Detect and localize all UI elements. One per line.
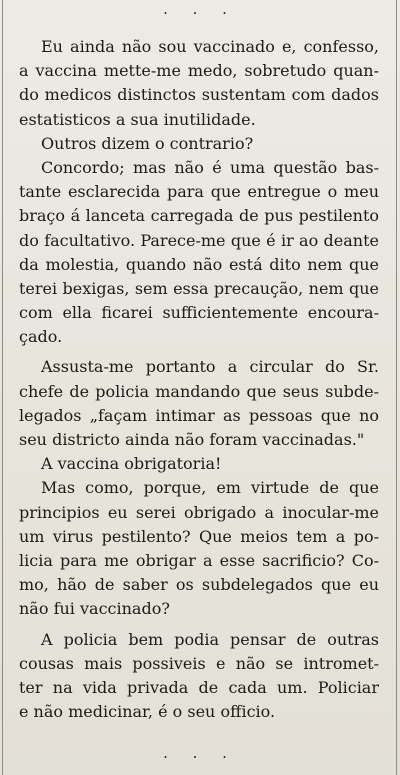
text-line: cousas mais possiveis e não se intromet- — [19, 653, 379, 673]
text-line: Eu ainda não sou vaccinado e, confesso, — [41, 37, 379, 56]
section-separator-bottom: . . . — [163, 744, 237, 762]
text-line: legados „façam intimar as pessoas que no — [19, 405, 379, 425]
text-line: do facultativo. Parece-me que é ir ao deante — [19, 230, 379, 250]
text-line: Concordo; mas não é uma questão bas- — [41, 157, 379, 177]
text-line: çado. — [19, 327, 63, 347]
text-line: mo, hão de saber os subdelegados que eu — [19, 575, 379, 595]
text-line: licia para me obrigar a esse sacrificio? Co- — [19, 550, 379, 570]
text-line: seu districto ainda não foram vaccinadas." — [19, 430, 365, 449]
text-line: Assusta-me portanto a circular do Sr. — [41, 357, 379, 377]
paragraph-7 — [19, 628, 379, 725]
paragraph-6 — [19, 476, 379, 621]
text-line: com ella ficarei sufficientemente encoura- — [19, 303, 379, 323]
text-line: A vaccina obrigatoria! — [41, 454, 222, 474]
paragraph-1 — [19, 35, 379, 132]
text-line: tante esclarecida para que entregue o meu — [19, 182, 379, 202]
text-line: não fui vaccinado? — [19, 599, 170, 619]
text-line: braço á lanceta carregada de pus pestilento — [19, 206, 379, 226]
article-column — [19, 35, 379, 724]
text-line: a vaccina mette-me medo, sobretudo quan- — [19, 61, 379, 81]
column-rule-right — [396, 0, 397, 775]
text-line: principios eu serei obrigado a inocular-me — [19, 502, 379, 522]
text-line: terei bexigas, sem essa precaução, nem que — [19, 278, 379, 298]
paragraph-2 — [19, 132, 379, 156]
text-line: estatisticos a sua inutilidade. — [19, 109, 256, 129]
text-line: chefe de policia mandando que seus subde- — [19, 381, 379, 401]
section-separator-top: . . . — [163, 0, 237, 18]
text-line: ter na vida privada de cada um. Policiar — [19, 677, 379, 697]
text-line: Outros dizem o contrario? — [41, 133, 254, 153]
text-line: um virus pestilento? Que meios tem a po- — [19, 526, 379, 546]
text-line: Mas como, porque, em virtude de que — [41, 478, 379, 498]
text-line: A policia bem podia pensar de outras — [41, 629, 379, 649]
column-rule-left — [2, 0, 3, 775]
text-line: do medicos distinctos sustentam com dados — [19, 85, 379, 105]
paragraph-5 — [19, 452, 379, 476]
text-line: da molestia, quando não está dito nem que — [19, 254, 379, 274]
text-line: e não medicinar, é o seu officio. — [19, 702, 276, 722]
paragraph-4 — [19, 355, 379, 452]
paragraph-3 — [19, 156, 379, 350]
